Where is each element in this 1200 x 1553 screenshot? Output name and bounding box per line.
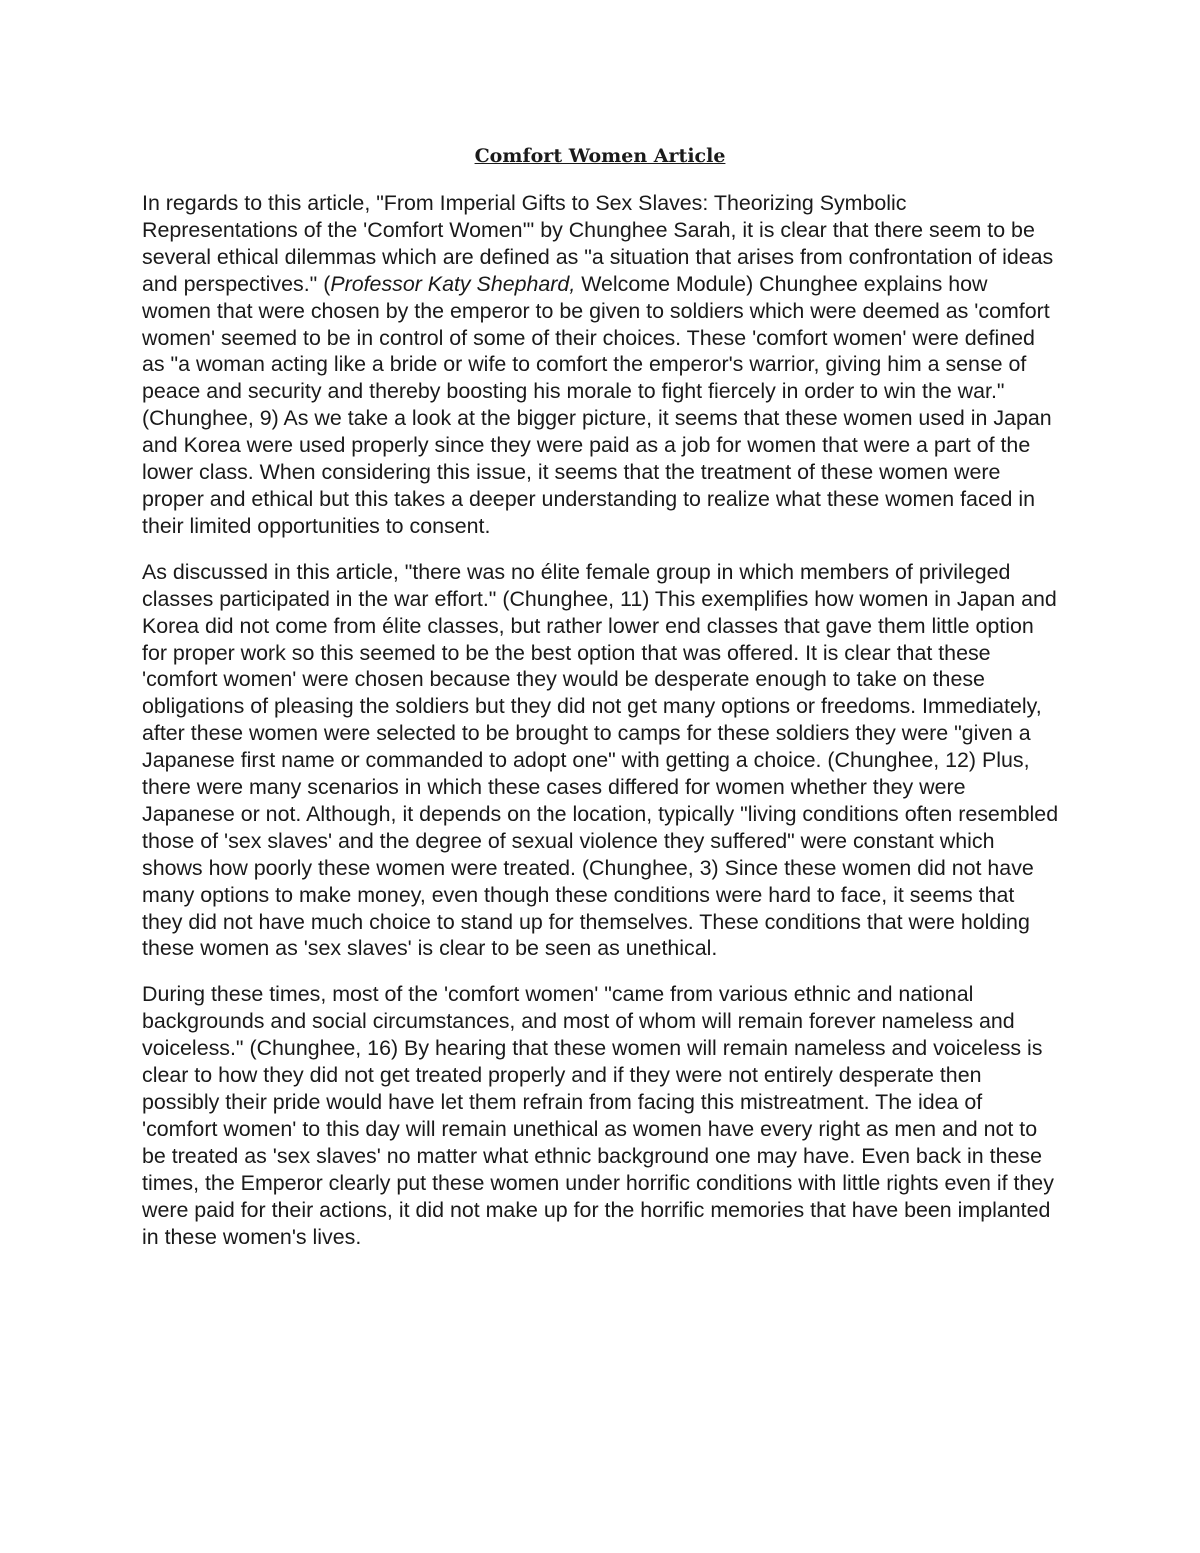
paragraph-1-citation-italic: Professor Katy Shephard, [330,271,576,296]
paragraph-1-text-start: In regards to this article, "From Imperial Gifts to Sex Slaves: Theorizing Symbolic Representations of the 'Comfort Women'" by Chunghee Sarah, it is clear that there seem to be several ethical dilemmas which are defined as "a situation that arises from confrontation of ideas and perspectives." ( [142,191,1054,296]
paragraph-1 [142,190,1060,540]
document-body [142,190,1060,1269]
paragraph-2: As discussed in this article, "there was no élite female group in which members of privileged classes participated in the war effort." (Chunghee, 11) This exemplifies how women in Japan and Korea did not come from élite classes, but rather lower end classes that gave them little option for proper work so this seemed to be the best option that was offered. It is clear that these 'comfort women' were chosen because they would be desperate enough to take on these obligations of pleasing the soldiers but they did not get many options or freedoms. Immediately, after these women were selected to be brought to camps for these soldiers they were "given a Japanese first name or commanded to adopt one" with getting a choice. (Chunghee, 12) Plus, there were many scenarios in which these cases differed for women whether they were Japanese or not. Although, it depends on the location, typically "living conditions often resembled those of 'sex slaves' and the degree of sexual violence they suffered" were constant which shows how poorly these women were treated. (Chunghee, 3) Since these women did not have many options to make money, even though these conditions were hard to face, it seems that they did not have much choice to stand up for themselves. These conditions that were holding these women as 'sex slaves' is clear to be seen as unethical. [142,559,1059,961]
paragraph-1-text-end: Welcome Module) Chunghee explains how women that were chosen by the emperor to be given to soldiers which were deemed as 'comfort women' seemed to be in control of some of their choices. These 'comfort women' were defined as "a woman acting like a bride or wife to comfort the emperor's warrior, giving him a sense of peace and security and thereby boosting his morale to fight fiercely in order to win the war." (Chunghee, 9) As we take a look at the bigger picture, it seems that these women used in Japan and Korea were used properly since they were paid as a job for women that were a part of the lower class. When considering this issue, it seems that the treatment of these women were proper and ethical but this takes a deeper understanding to realize what these women faced in their limited opportunities to consent. [142,271,1052,538]
paragraph-3: During these times, most of the 'comfort women' "came from various ethnic and national backgrounds and social circumstances, and most of whom will remain forever nameless and voiceless." (Chunghee, 16) By hearing that these women will remain nameless and voiceless is clear to how they did not get treated properly and if they were not entirely desperate then possibly their pride would have let them refrain from facing this mistreatment. The idea of 'comfort women' to this day will remain unethical as women have every right as men and not to be treated as 'sex slaves' no matter what ethnic background one may have. Even back in these times, the Emperor clearly put these women under horrific conditions with little rights even if they were paid for their actions, it did not make up for the horrific memories that have been implanted in these women's lives. [142,982,1054,1249]
document-title: Comfort Women Article [474,145,726,167]
